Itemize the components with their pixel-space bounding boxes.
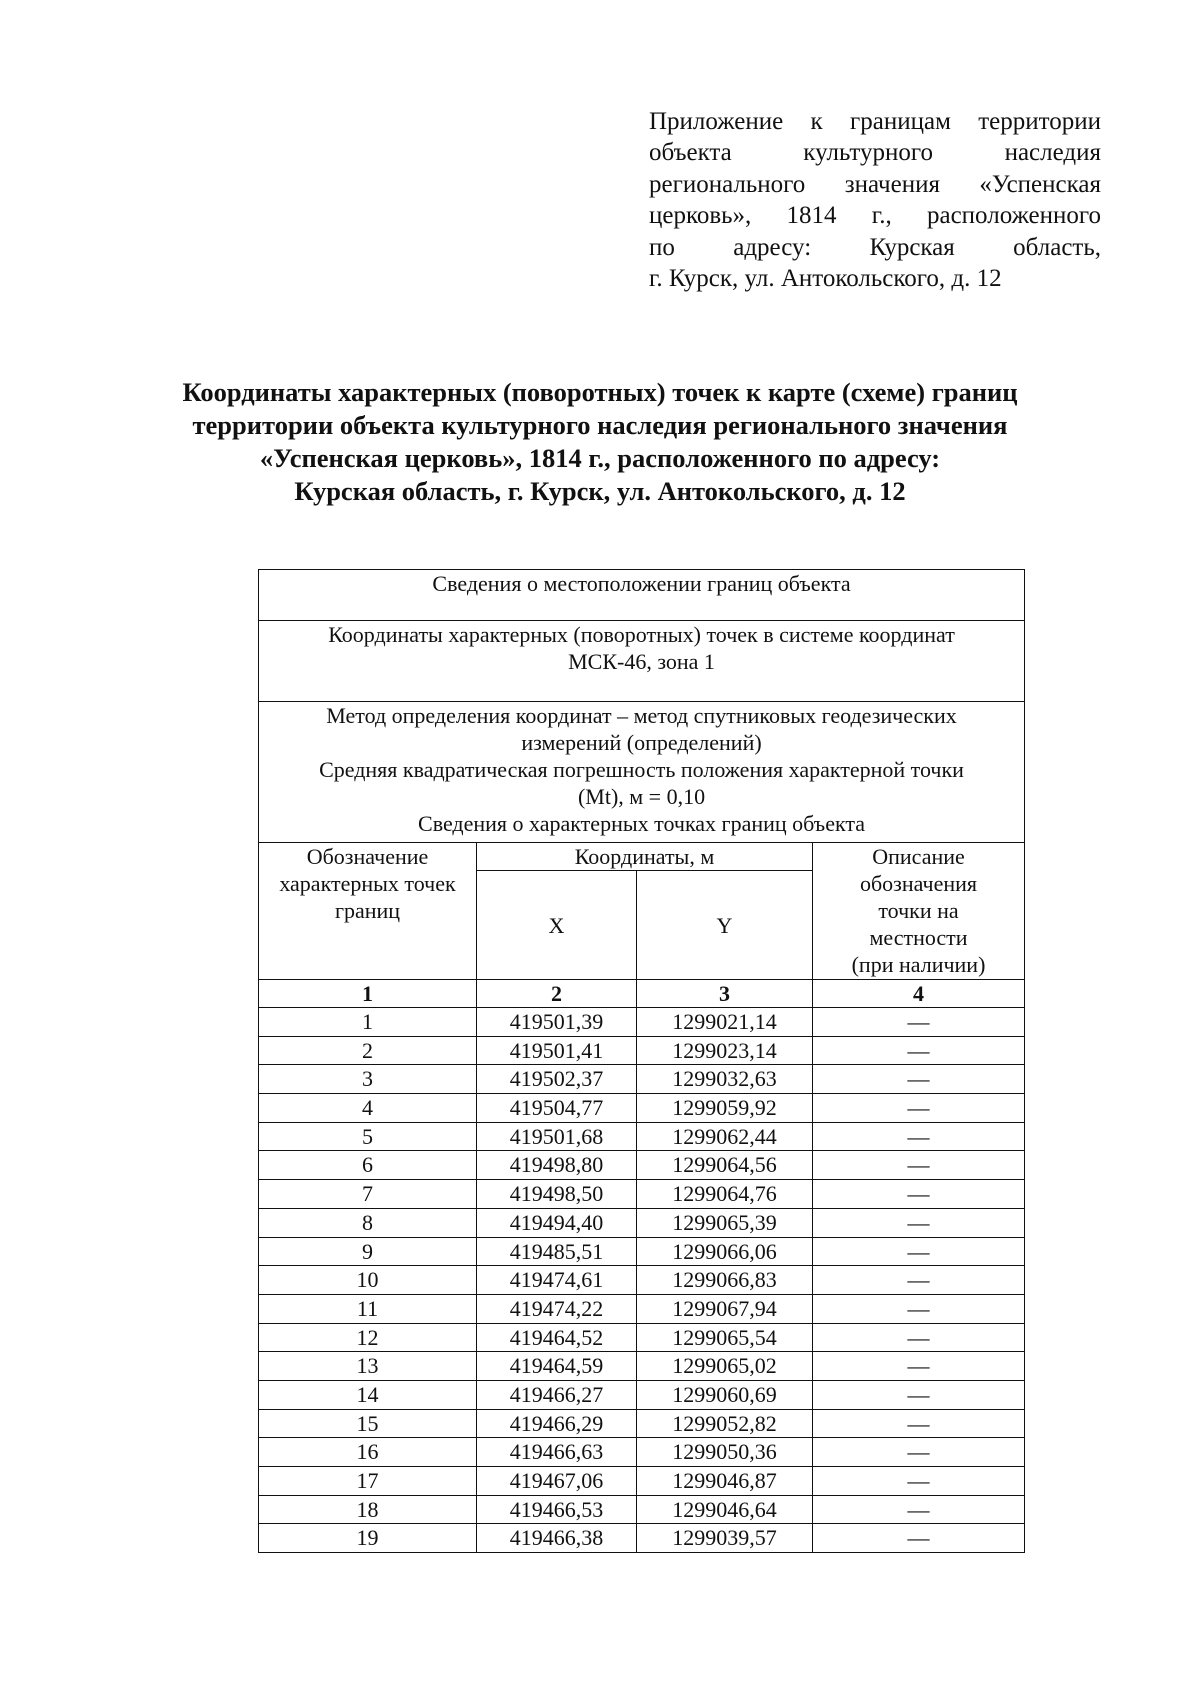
table-row: [259, 1495, 1025, 1524]
cell-point: 18: [259, 1495, 477, 1524]
cell-y: 1299062,44: [637, 1122, 813, 1151]
cell-desc: —: [813, 1467, 1025, 1496]
table-row: [259, 1008, 1025, 1037]
cell-point: 14: [259, 1380, 477, 1409]
cell-x: 419466,29: [477, 1409, 637, 1438]
cell-desc: —: [813, 1065, 1025, 1094]
appendix-line: объекта культурного наследия: [649, 139, 1101, 167]
section-location-row: [259, 570, 1025, 621]
cell-desc: —: [813, 1237, 1025, 1266]
cell-desc: —: [813, 1036, 1025, 1065]
appendix-line: регионального значения «Успенская: [649, 170, 1101, 198]
cell-y: 1299066,83: [637, 1266, 813, 1295]
cell-x: 419501,39: [477, 1008, 637, 1037]
cell-desc: —: [813, 1352, 1025, 1381]
section-method-line: Сведения о характерных точках границ объекта: [418, 811, 865, 836]
col-coords-header: Координаты, м: [477, 843, 813, 871]
section-method-cell: [259, 702, 1025, 843]
col-number: 4: [813, 980, 1025, 1008]
cell-x: 419466,63: [477, 1438, 637, 1467]
cell-point: 11: [259, 1294, 477, 1323]
cell-desc: —: [813, 1294, 1025, 1323]
table-row: [259, 1122, 1025, 1151]
table-row: [259, 1323, 1025, 1352]
cell-y: 1299064,56: [637, 1151, 813, 1180]
cell-x: 419466,53: [477, 1495, 637, 1524]
cell-y: 1299067,94: [637, 1294, 813, 1323]
cell-desc: —: [813, 1495, 1025, 1524]
cell-point: 8: [259, 1208, 477, 1237]
cell-x: 419494,40: [477, 1208, 637, 1237]
section-system-cell: [259, 621, 1025, 702]
cell-desc: —: [813, 1438, 1025, 1467]
section-method-line: (Mt), м = 0,10: [577, 784, 706, 809]
title-line: «Успенская церковь», 1814 г., расположенного по адресу:: [259, 443, 941, 473]
cell-x: 419466,38: [477, 1524, 637, 1553]
document-title: [150, 376, 1050, 508]
cell-point: 3: [259, 1065, 477, 1094]
cell-x: 419474,22: [477, 1294, 637, 1323]
cell-x: 419466,27: [477, 1380, 637, 1409]
cell-point: 19: [259, 1524, 477, 1553]
cell-desc: —: [813, 1008, 1025, 1037]
cell-x: 419464,59: [477, 1352, 637, 1381]
table-row: [259, 1036, 1025, 1065]
cell-y: 1299052,82: [637, 1409, 813, 1438]
cell-desc: —: [813, 1208, 1025, 1237]
cell-point: 6: [259, 1151, 477, 1180]
cell-point: 9: [259, 1237, 477, 1266]
cell-point: 17: [259, 1467, 477, 1496]
title-line: территории объекта культурного наследия регионального значения: [192, 410, 1008, 440]
cell-x: 419502,37: [477, 1065, 637, 1094]
cell-y: 1299060,69: [637, 1380, 813, 1409]
col-point-header: [259, 843, 477, 980]
section-method-row: [259, 702, 1025, 843]
section-system-line: МСК-46, зона 1: [568, 649, 715, 674]
appendix-line: церковь», 1814 г., расположенного: [649, 202, 1101, 230]
cell-x: 419498,80: [477, 1151, 637, 1180]
cell-y: 1299046,64: [637, 1495, 813, 1524]
cell-point: 5: [259, 1122, 477, 1151]
col-desc-header-line: местности: [869, 925, 968, 950]
table-row: [259, 1438, 1025, 1467]
table-row: [259, 1294, 1025, 1323]
cell-point: 12: [259, 1323, 477, 1352]
table-header: [259, 570, 1025, 1008]
section-system-row: [259, 621, 1025, 702]
table-row: [259, 1065, 1025, 1094]
cell-y: 1299050,36: [637, 1438, 813, 1467]
table-row: [259, 1094, 1025, 1123]
column-number-row: [259, 980, 1025, 1008]
cell-x: 419501,41: [477, 1036, 637, 1065]
cell-x: 419464,52: [477, 1323, 637, 1352]
cell-y: 1299023,14: [637, 1036, 813, 1065]
cell-y: 1299066,06: [637, 1237, 813, 1266]
col-point-header-line: характерных точек: [279, 871, 456, 896]
table-row: [259, 1352, 1025, 1381]
col-number: 1: [259, 980, 477, 1008]
cell-desc: —: [813, 1266, 1025, 1295]
cell-y: 1299046,87: [637, 1467, 813, 1496]
table-row: [259, 1208, 1025, 1237]
col-desc-header-line: точки на: [878, 898, 959, 923]
cell-desc: —: [813, 1380, 1025, 1409]
cell-y: 1299065,39: [637, 1208, 813, 1237]
cell-point: 7: [259, 1180, 477, 1209]
table-body: [259, 1008, 1025, 1553]
cell-desc: —: [813, 1122, 1025, 1151]
title-line: Курская область, г. Курск, ул. Антокольского, д. 12: [294, 476, 906, 506]
cell-desc: —: [813, 1323, 1025, 1352]
cell-x: 419474,61: [477, 1266, 637, 1295]
col-y-header: Y: [637, 871, 813, 980]
col-desc-header: [813, 843, 1025, 980]
table-row: [259, 1380, 1025, 1409]
col-desc-header-line: Описание: [872, 844, 965, 869]
table-row: [259, 1237, 1025, 1266]
cell-y: 1299032,63: [637, 1065, 813, 1094]
cell-desc: —: [813, 1094, 1025, 1123]
section-system-line: Координаты характерных (поворотных) точек в системе координат: [328, 622, 955, 647]
cell-desc: —: [813, 1524, 1025, 1553]
section-method-line: Средняя квадратическая погрешность положения характерной точки: [319, 757, 964, 782]
cell-y: 1299064,76: [637, 1180, 813, 1209]
col-number: 3: [637, 980, 813, 1008]
table-row: [259, 1524, 1025, 1553]
cell-x: 419467,06: [477, 1467, 637, 1496]
column-header-row: [259, 843, 1025, 871]
table-row: [259, 1180, 1025, 1209]
cell-point: 10: [259, 1266, 477, 1295]
appendix-line: по адресу: Курская область,: [649, 233, 1101, 261]
cell-point: 16: [259, 1438, 477, 1467]
cell-desc: —: [813, 1180, 1025, 1209]
cell-y: 1299065,54: [637, 1323, 813, 1352]
table-row: [259, 1151, 1025, 1180]
cell-desc: —: [813, 1151, 1025, 1180]
title-line: Координаты характерных (поворотных) точек к карте (схеме) границ: [182, 377, 1018, 407]
section-method-line: Метод определения координат – метод спутниковых геодезических: [326, 703, 957, 728]
section-location-cell: Сведения о местоположении границ объекта: [259, 570, 1025, 621]
col-desc-header-line: (при наличии): [851, 952, 986, 977]
appendix-line: г. Курск, ул. Антокольского, д. 12: [649, 265, 1002, 293]
table-row: [259, 1266, 1025, 1295]
cell-point: 4: [259, 1094, 477, 1123]
coordinates-table: [258, 569, 1025, 1553]
cell-y: 1299059,92: [637, 1094, 813, 1123]
cell-y: 1299065,02: [637, 1352, 813, 1381]
col-point-header-line: границ: [334, 898, 401, 923]
col-point-header-line: Обозначение: [306, 844, 429, 869]
cell-desc: —: [813, 1409, 1025, 1438]
cell-point: 13: [259, 1352, 477, 1381]
cell-x: 419504,77: [477, 1094, 637, 1123]
cell-y: 1299039,57: [637, 1524, 813, 1553]
table-row: [259, 1409, 1025, 1438]
section-method-line: измерений (определений): [521, 730, 762, 755]
cell-point: 2: [259, 1036, 477, 1065]
cell-y: 1299021,14: [637, 1008, 813, 1037]
appendix-line: Приложение к границам территории: [649, 108, 1101, 135]
cell-x: 419501,68: [477, 1122, 637, 1151]
cell-x: 419498,50: [477, 1180, 637, 1209]
col-desc-header-line: обозначения: [859, 871, 978, 896]
cell-point: 15: [259, 1409, 477, 1438]
col-x-header: X: [477, 871, 637, 980]
table-row: [259, 1467, 1025, 1496]
appendix-note: [649, 106, 1101, 294]
cell-point: 1: [259, 1008, 477, 1037]
cell-x: 419485,51: [477, 1237, 637, 1266]
col-number: 2: [477, 980, 637, 1008]
